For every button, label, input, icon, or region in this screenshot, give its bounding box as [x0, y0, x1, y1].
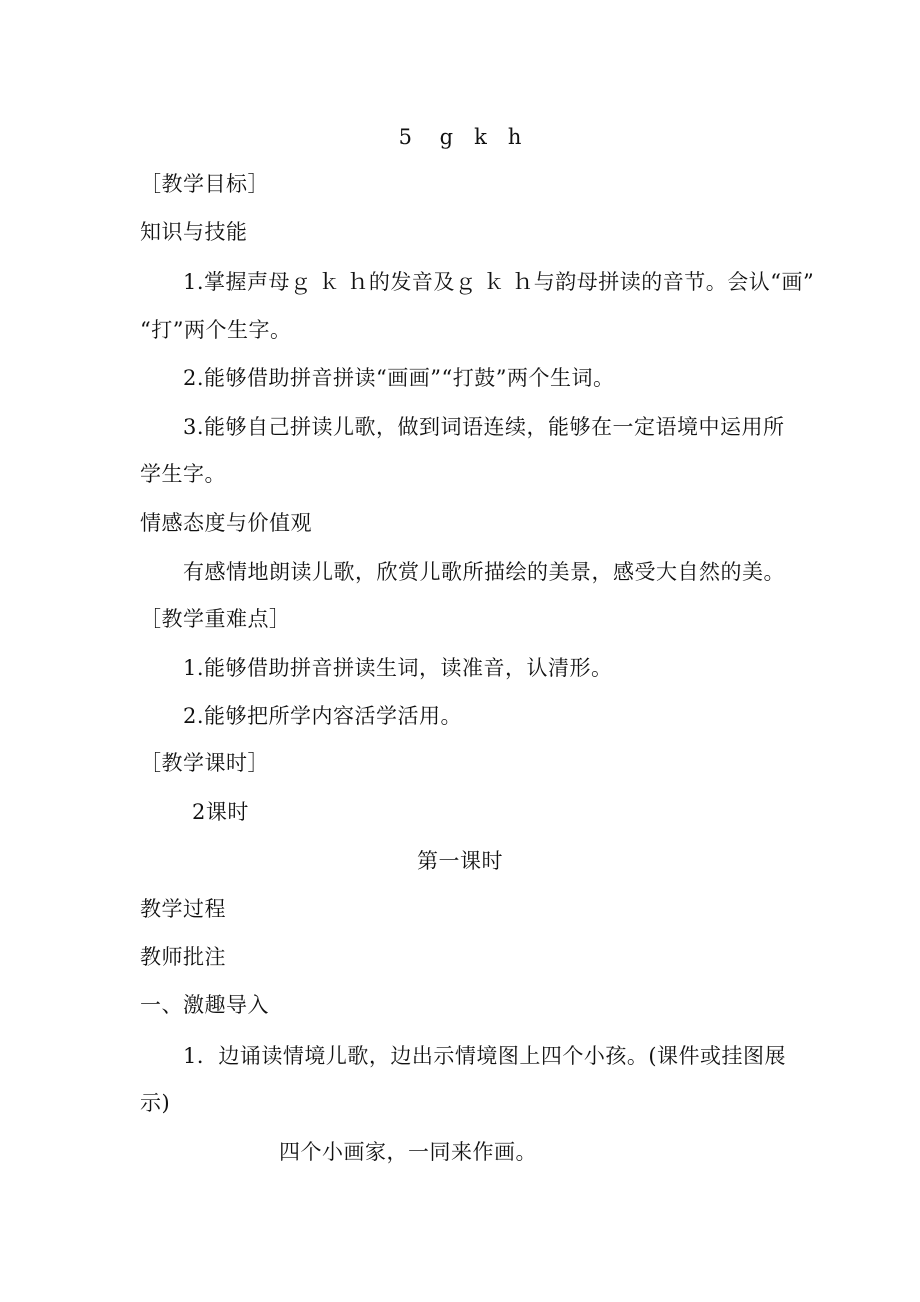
section-heading-objectives: ［教学目标］ — [140, 172, 269, 196]
objective-3-line-2: 学生字。 — [140, 462, 226, 486]
key-point-1: 1.能够借助拼音拼读生词，读准音，认清形。 — [183, 656, 613, 680]
lesson-title: 5 g k h — [398, 125, 522, 149]
subheading-knowledge-skills: 知识与技能 — [140, 220, 248, 244]
objective-1-line-1: 1.掌握声母ｇ ｋ ｈ的发音及ｇ ｋ ｈ与韵母拼读的音节。会认“画” — [183, 270, 815, 294]
teacher-notes-heading: 教师批注 — [140, 945, 226, 969]
poem-line-1: 四个小画家，一同来作画。 — [279, 1140, 537, 1164]
attitude-objective: 有感情地朗读儿歌，欣赏儿歌所描绘的美景，感受大自然的美。 — [183, 560, 785, 584]
step-1-item-1-line-2: 示) — [140, 1091, 171, 1115]
objective-1-line-2: “打”两个生字。 — [140, 318, 292, 342]
first-period-heading: 第一课时 — [417, 849, 503, 873]
key-point-2: 2.能够把所学内容活学活用。 — [183, 704, 463, 728]
step-1-heading: 一、激趣导入 — [140, 993, 269, 1017]
objective-2: 2.能够借助拼音拼读“画画”“打鼓”两个生词。 — [183, 366, 615, 390]
objective-3-line-1: 3.能够自己拼读儿歌，做到词语连续，能够在一定语境中运用所 — [183, 415, 785, 439]
section-heading-periods: ［教学课时］ — [140, 751, 269, 775]
step-1-item-1-line-1: 1．边诵读情境儿歌，边出示情境图上四个小孩。(课件或挂图展 — [183, 1044, 787, 1068]
teaching-process-heading: 教学过程 — [140, 897, 226, 921]
subheading-attitude-values: 情感态度与价值观 — [140, 511, 312, 535]
period-count: 2课时 — [192, 800, 249, 824]
section-heading-key-points: ［教学重难点］ — [140, 607, 291, 631]
